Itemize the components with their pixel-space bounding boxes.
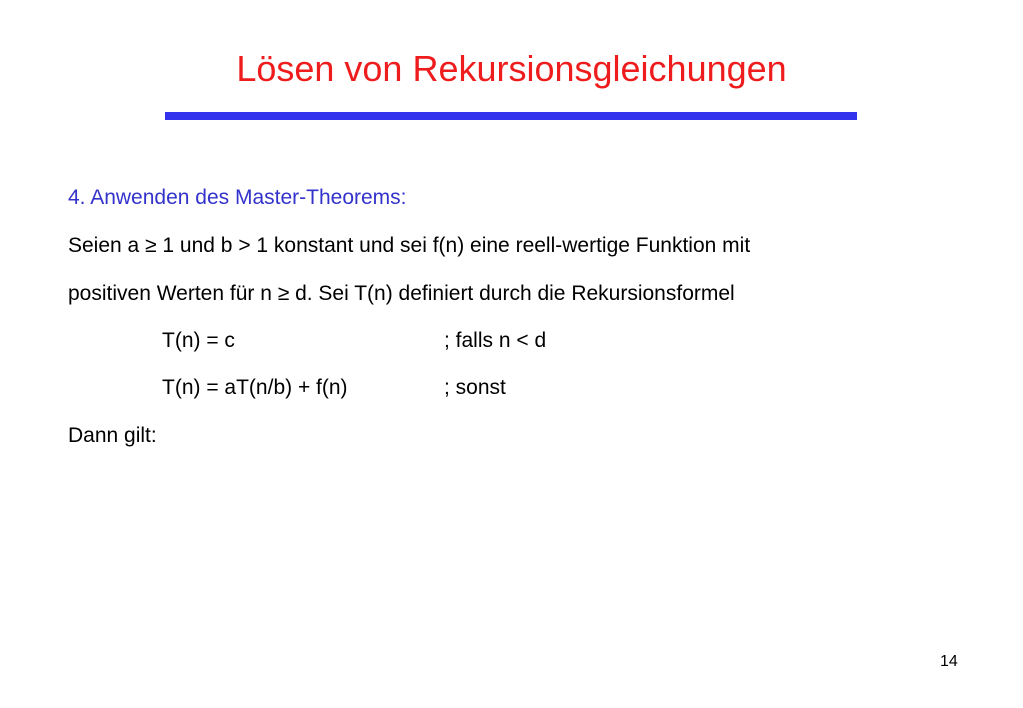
section-heading: 4. Anwenden des Master-Theorems: bbox=[68, 186, 407, 209]
formula-2: T(n) = aT(n/b) + f(n) bbox=[162, 376, 348, 399]
body-line-3: Dann gilt: bbox=[68, 424, 157, 447]
formula-1-condition: ; falls n < d bbox=[444, 329, 547, 352]
slide-title: Lösen von Rekursionsgleichungen bbox=[236, 48, 787, 89]
title-underline bbox=[165, 112, 857, 120]
page-number: 14 bbox=[940, 653, 958, 670]
formula-2-condition: ; sonst bbox=[444, 376, 506, 399]
body-line-1: Seien a ≥ 1 und b > 1 konstant und sei f(n) eine reell-wertige Funktion mit bbox=[68, 234, 751, 257]
formula-1: T(n) = c bbox=[162, 329, 235, 352]
body-line-2: positiven Werten für n ≥ d. Sei T(n) definiert durch die Rekursionsformel bbox=[68, 282, 735, 305]
